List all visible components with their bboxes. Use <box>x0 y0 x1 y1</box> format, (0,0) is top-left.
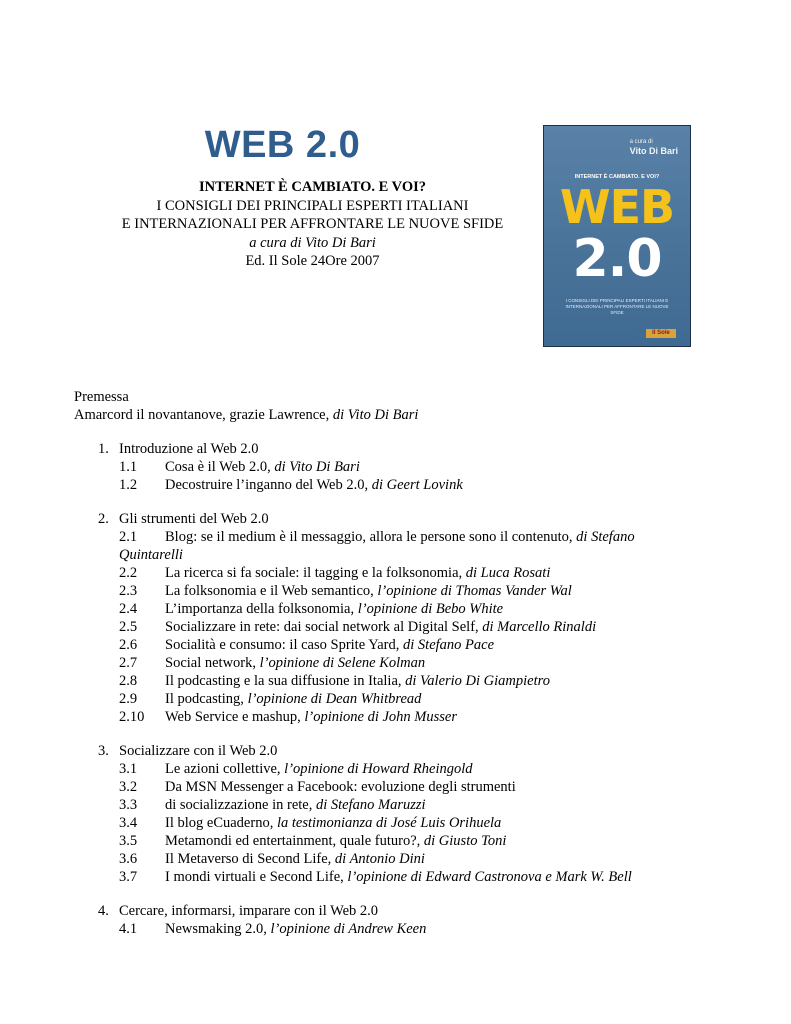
section-number: 3.7 <box>119 869 138 885</box>
section-number: 2.9 <box>119 691 138 707</box>
section-text: Socialità e consumo: il caso Sprite Yard, <box>165 637 404 653</box>
table-of-contents <box>74 388 694 938</box>
chapter-number: 2. <box>98 511 109 527</box>
section-title <box>165 778 694 796</box>
section-author: di Marcello Rinaldi <box>482 619 597 635</box>
toc-section-entry <box>74 458 694 476</box>
section-title <box>165 814 694 832</box>
section-text: di socializzazione in rete, <box>165 797 316 813</box>
cover-publisher-logo: Il Sole <box>646 329 676 338</box>
toc-section-entry <box>74 600 694 618</box>
chapter-heading <box>74 902 694 920</box>
chapter-number: 3. <box>98 743 109 759</box>
section-author: di Geert Lovink <box>371 477 463 493</box>
chapter-title: Socializzare con il Web 2.0 <box>119 743 278 759</box>
section-number: 1.2 <box>119 477 138 493</box>
section-author: di Giusto Toni <box>423 833 507 849</box>
toc-section-entry <box>74 920 694 938</box>
section-author: di Vito Di Bari <box>274 459 360 475</box>
section-text: L’importanza della folksonomia, <box>165 601 358 617</box>
section-author: l’opinione di John Musser <box>304 709 457 725</box>
section-number: 3.6 <box>119 851 138 867</box>
book-header <box>60 178 565 271</box>
section-number: 2.1 <box>119 529 138 545</box>
cover-kicker: INTERNET È CAMBIATO. E VOI? <box>574 174 660 180</box>
section-author: la testimonianza di José Luis Orihuela <box>276 815 502 831</box>
toc-section-entry <box>74 814 694 832</box>
section-author: l’opinione di Thomas Vander Wal <box>377 583 572 599</box>
chapter-number: 1. <box>98 441 109 457</box>
section-text: Il podcasting e la sua diffusione in Italia, <box>165 673 406 689</box>
toc-section-entry <box>74 582 694 600</box>
section-title <box>165 868 694 886</box>
section-text: Da MSN Messenger a Facebook: evoluzione degli strumenti <box>165 779 516 795</box>
section-title <box>165 476 694 494</box>
section-number: 4.1 <box>119 921 138 937</box>
section-text: Metamondi ed entertainment, quale futuro?, <box>165 833 424 849</box>
toc-section-entry <box>74 778 694 796</box>
toc-section-entry <box>74 564 694 582</box>
page-title: WEB 2.0 <box>204 124 361 166</box>
section-title <box>165 832 694 850</box>
book-editor: a cura di Vito Di Bari <box>249 234 376 251</box>
toc-section-entry <box>74 760 694 778</box>
chapter-title: Cercare, informarsi, imparare con il Web 2.0 <box>119 903 379 919</box>
cover-author: a cura di Vito Di Bari <box>629 139 678 156</box>
section-author: l’opinione di Bebo White <box>357 601 504 617</box>
chapter-number: 4. <box>98 903 109 919</box>
section-number: 2.6 <box>119 637 138 653</box>
section-number: 2.5 <box>119 619 138 635</box>
section-number: 3.4 <box>119 815 138 831</box>
section-title <box>165 458 694 476</box>
chapter-heading <box>74 510 694 528</box>
section-author: l’opinione di Howard Rheingold <box>284 761 473 777</box>
toc-section-entry <box>74 796 694 814</box>
section-text: Socializzare in rete: dai social network al Digital Self, <box>165 619 483 635</box>
section-title <box>165 708 694 726</box>
section-text: Social network, <box>165 655 260 671</box>
premessa-entry: Premessa <box>74 389 129 405</box>
section-author: di Stefano Quintarelli <box>119 529 635 563</box>
section-text: Il Metaverso di Second Life, <box>165 851 335 867</box>
section-text: Il podcasting, <box>165 691 248 707</box>
book-cover-image <box>543 125 691 347</box>
section-number: 3.1 <box>119 761 138 777</box>
toc-section-entry <box>74 636 694 654</box>
section-author: di Luca Rosati <box>465 565 551 581</box>
section-number: 1.1 <box>119 459 138 475</box>
toc-section-entry <box>74 690 694 708</box>
section-title <box>165 672 694 690</box>
section-title <box>165 654 694 672</box>
cover-version-number: 2.0 <box>572 229 662 289</box>
book-edition: Ed. Il Sole 24Ore 2007 <box>245 253 380 269</box>
section-text: Web Service e mashup, <box>165 709 305 725</box>
section-author: l’opinione di Selene Kolman <box>259 655 426 671</box>
section-title <box>165 796 694 814</box>
toc-section-entry <box>74 672 694 690</box>
section-author: di Valerio Di Giampietro <box>405 673 550 689</box>
section-text: La folksonomia e il Web semantico, <box>165 583 378 599</box>
section-number: 2.8 <box>119 673 138 689</box>
section-number: 2.3 <box>119 583 138 599</box>
book-description-line-1: I CONSIGLI DEI PRINCIPALI ESPERTI ITALIANI <box>156 197 469 214</box>
amarcord-entry: Amarcord il novantanove, grazie Lawrence, di Vito Di Bari <box>74 407 419 423</box>
cover-web-word: WEB <box>559 180 675 234</box>
section-title <box>165 564 694 582</box>
toc-section-entry <box>74 476 694 494</box>
toc-section-entry <box>74 528 694 564</box>
section-title <box>165 636 694 654</box>
section-author: l’opinione di Andrew Keen <box>270 921 427 937</box>
toc-section-entry <box>74 618 694 636</box>
book-description-line-2: E INTERNAZIONALI PER AFFRONTARE LE NUOVE SFIDE <box>121 216 504 232</box>
chapter-heading <box>74 440 694 458</box>
section-author: l’opinione di Edward Castronova e Mark W. Bell <box>347 869 632 885</box>
section-title <box>119 528 694 564</box>
section-title <box>165 618 694 636</box>
toc-section-entry <box>74 654 694 672</box>
section-author: di Stefano Pace <box>403 637 495 653</box>
chapter-heading <box>74 742 694 760</box>
section-number: 2.10 <box>119 709 145 725</box>
toc-section-entry <box>74 850 694 868</box>
section-number: 2.2 <box>119 565 138 581</box>
section-title <box>165 920 694 938</box>
section-title <box>165 600 694 618</box>
section-text: I mondi virtuali e Second Life, <box>165 869 348 885</box>
section-text: Decostruire l’inganno del Web 2.0, <box>165 477 372 493</box>
section-number: 3.3 <box>119 797 138 813</box>
section-author: di Antonio Dini <box>334 851 425 867</box>
section-text: Il blog eCuaderno, <box>165 815 277 831</box>
section-number: 2.7 <box>119 655 138 671</box>
section-title <box>165 690 694 708</box>
section-text: Newsmaking 2.0, <box>165 921 271 937</box>
cover-small-text: I CONSIGLI DEI PRINCIPALI ESPERTI ITALIANI E INTERNAZIONALI PER AFFRONTARE LE NUOVE SFIDE <box>565 298 669 315</box>
toc-section-entry <box>74 832 694 850</box>
book-subtitle: INTERNET È CAMBIATO. E VOI? <box>198 179 427 195</box>
section-text: Cosa è il Web 2.0, <box>165 459 275 475</box>
section-text: Le azioni collettive, <box>165 761 285 777</box>
section-text: Blog: se il medium è il messaggio, allora le persone sono il contenuto, <box>165 529 577 545</box>
section-number: 3.2 <box>119 779 138 795</box>
section-title <box>165 582 694 600</box>
section-author: di Stefano Maruzzi <box>315 797 426 813</box>
toc-section-entry <box>74 708 694 726</box>
section-number: 2.4 <box>119 601 138 617</box>
section-author: l’opinione di Dean Whitbread <box>247 691 422 707</box>
toc-section-entry <box>74 868 694 886</box>
section-text: La ricerca si fa sociale: il tagging e la folksonomia, <box>165 565 466 581</box>
chapter-title: Introduzione al Web 2.0 <box>119 441 259 457</box>
section-title <box>165 850 694 868</box>
chapter-title: Gli strumenti del Web 2.0 <box>119 511 269 527</box>
section-number: 3.5 <box>119 833 138 849</box>
section-title <box>165 760 694 778</box>
